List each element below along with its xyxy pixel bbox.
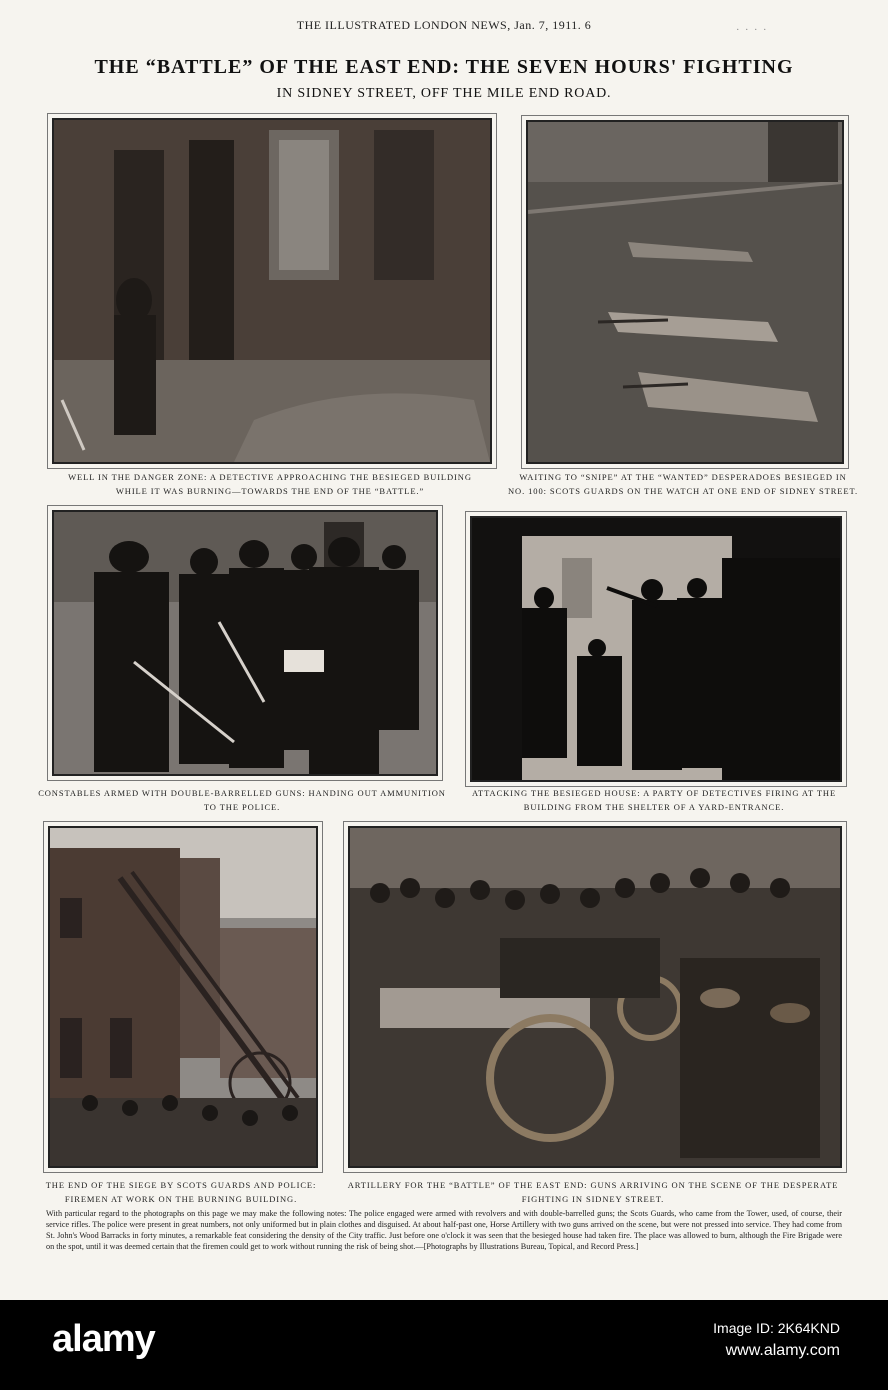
caption-photo-3	[34, 786, 450, 814]
watermark-url: www.alamy.com	[725, 1342, 840, 1359]
caption-photo-2	[508, 470, 858, 498]
caption-line: TO THE POLICE.	[203, 802, 281, 812]
caption-line: WELL IN THE DANGER ZONE: A DETECTIVE APPROACHING THE BESIEGED BUILDING	[68, 472, 472, 482]
caption-line: FIGHTING IN SIDNEY STREET.	[521, 1194, 665, 1204]
photo-artillery-guns	[348, 826, 842, 1168]
caption-photo-1	[40, 470, 500, 498]
caption-photo-4	[456, 786, 852, 814]
alamy-logo: alamy	[52, 1318, 155, 1360]
photo-constables-armed	[52, 510, 438, 776]
caption-photo-6	[340, 1178, 846, 1206]
caption-line: ARTILLERY FOR THE “BATTLE” OF THE EAST END: GUNS ARRIVING ON THE SCENE OF THE DESPERATE	[347, 1180, 839, 1190]
photo-detective-danger-zone	[52, 118, 492, 464]
caption-line: FIREMEN AT WORK ON THE BURNING BUILDING.	[64, 1194, 298, 1204]
article-body-text: With particular regard to the photographs on this page we may make the following notes: The police engaged were armed with revolvers and with double-barrelled guns; the Scots Guards, who came from the Tower, used, of course, their service rifles. The police were present in great numbers, not only uniformed but in plain clothes and disguised. At about half-past one, Horse Artillery with two guns arrived on the scene, but were not pressed into service. They had come from St. John's Wood Barracks in forty minutes, a remarkable feat considering the density of the City traffic. Just before one o'clock it was seen that the besieged house had taken fire. The place was allowed to burn, although the Fire Brigade were on the spot, until it was deemed certain that the firemen could get to work without running the risk of being shot.—[Photographs by Illustrations Bureau, Topical, and Record Press.]	[46, 1209, 842, 1251]
subhead: IN SIDNEY STREET, OFF THE MILE END ROAD.	[276, 86, 612, 101]
caption-line: WAITING TO “SNIPE” AT THE “WANTED” DESPERADOES BESIEGED IN	[519, 472, 847, 482]
caption-photo-5	[36, 1178, 326, 1206]
masthead: THE ILLUSTRATED LONDON NEWS, Jan. 7, 1911. 6	[296, 18, 592, 32]
caption-line: NO. 100: SCOTS GUARDS ON THE WATCH AT ONE END OF SIDNEY STREET.	[508, 486, 858, 496]
photo-scots-guards-snipe	[526, 120, 844, 464]
photo-detectives-firing	[470, 516, 842, 782]
caption-line: ATTACKING THE BESIEGED HOUSE: A PARTY OF DETECTIVES FIRING AT THE	[471, 788, 837, 798]
masthead-dots: . . . .	[736, 22, 768, 33]
caption-line: CONSTABLES ARMED WITH DOUBLE-BARRELLED GUNS: HANDING OUT AMMUNITION	[38, 788, 446, 798]
caption-line: BUILDING FROM THE SHELTER OF A YARD-ENTRANCE.	[523, 802, 785, 812]
caption-line: WHILE IT WAS BURNING—TOWARDS THE END OF THE “BATTLE.”	[115, 486, 425, 496]
photo-firemen-burning-building	[48, 826, 318, 1168]
headline: THE “BATTLE” OF THE EAST END: THE SEVEN HOURS' FIGHTING	[94, 56, 794, 78]
image-id-label: Image ID: 2K64KND	[713, 1320, 840, 1336]
caption-line: THE END OF THE SIEGE BY SCOTS GUARDS AND POLICE:	[45, 1180, 317, 1190]
